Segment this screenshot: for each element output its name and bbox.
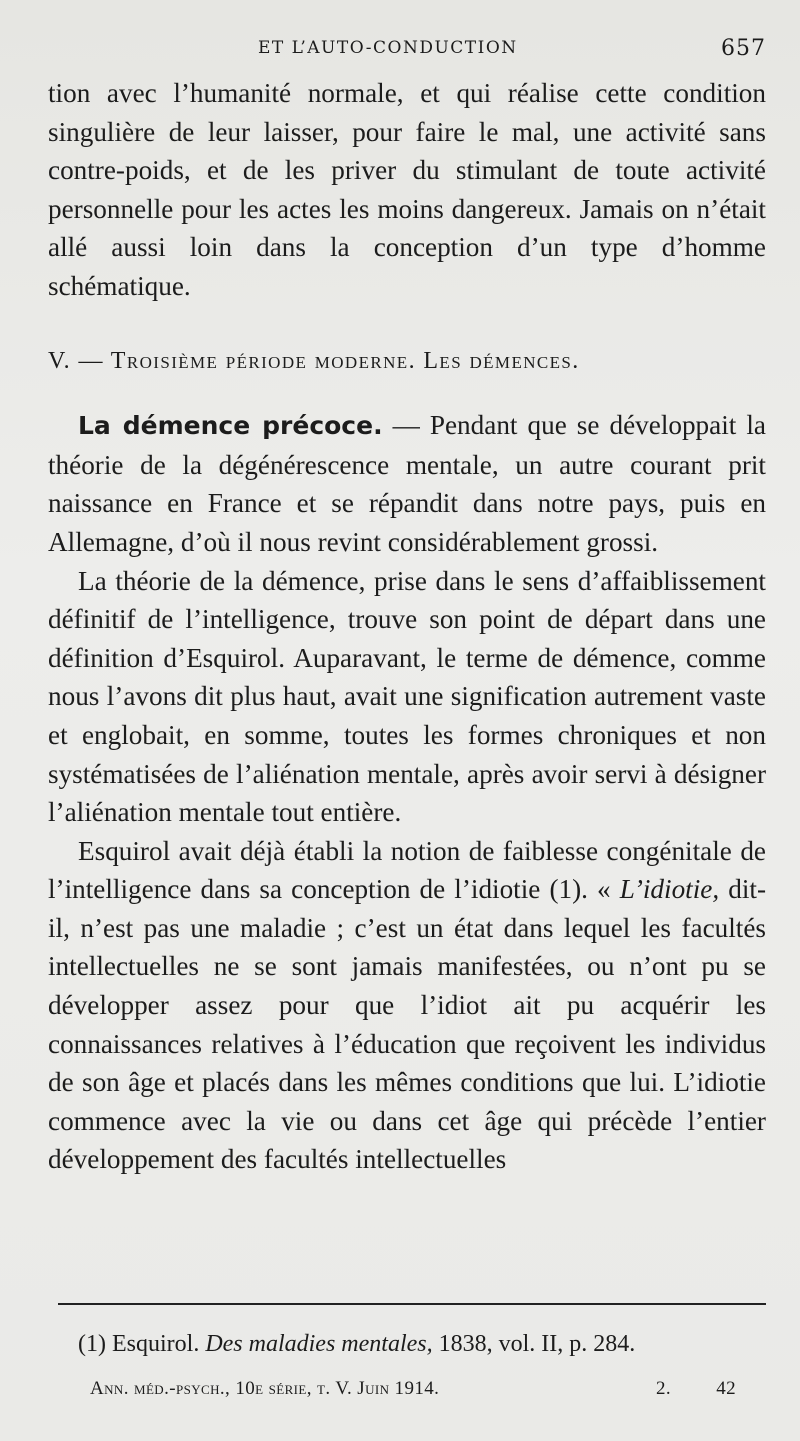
footnote-work: Des maladies mentales, (205, 1331, 433, 1357)
paragraph-4 (48, 832, 766, 1179)
footnote (78, 1331, 768, 1358)
footnote-marker: (1) (78, 1331, 106, 1357)
paragraph-4-after: dit-il, n’est pas une maladie ; c’est un état dans lequel les facultés intellectuelles ne se sont jamais manifestées, ou n’ont pu se développer assez pour que l’idiot ait pu acquérir les connaissances relatives à l’éducation que reçoivent les individus de son âge et placés dans les mêmes conditions que lui. L’idiotie commence avec la vie ou dans cet âge qui précède l’entier développement des facultés intellectuelles (48, 874, 766, 1175)
section-heading: V. — Troisième période moderne. Les démences. (48, 347, 580, 374)
body-text (48, 74, 766, 1179)
page-number: 657 (721, 36, 766, 61)
footer-journal: Ann. méd.-psych., 10e série, t. V. Juin 1914. (90, 1378, 440, 1399)
running-head-title: ET L’AUTO-CONDUCTION (258, 38, 518, 58)
paragraph-4-italic: L’idiotie, (619, 874, 720, 905)
paragraph-2-text: — Pendant que se développait la théorie de la dégénérescence mentale, un autre courant prit naissance en France et se répandit dans notre pays, puis en Allemagne, d’où il nous revint considérablement grossi. (48, 410, 766, 557)
paragraph-2 (48, 406, 766, 561)
page-footer (90, 1378, 766, 1400)
paragraph-4-before: Esquirol avait déjà établi la notion de faiblesse congénitale de l’intelligence dans sa conception de l’idiotie (1). « (48, 835, 766, 905)
running-head (48, 34, 766, 64)
footer-sheet-number: 42 (716, 1378, 736, 1399)
footnote-details: 1838, vol. II, p. 284. (438, 1331, 636, 1357)
paragraph-1: tion avec l’humanité normale, et qui réalise cette condition singulière de leur laisser, pour faire le mal, une activité sans contre-poids, et de les priver du stimulant de toute activité personnelle pour les actes les moins dangereux. Jamais on n’était allé aussi loin dans la conception d’un type d’homme schématique. (48, 78, 766, 301)
footer-signature: 2. (656, 1378, 672, 1399)
footnote-author: Esquirol. (111, 1331, 200, 1357)
paragraph-2-lead: La démence précoce. (78, 411, 383, 441)
footnote-rule (58, 1303, 766, 1305)
paragraph-3: La théorie de la démence, prise dans le sens d’affaiblissement définitif de l’intelligence, trouve son point de départ dans une définition d’Esquirol. Auparavant, le terme de démence, comme nous l’avons dit plus haut, avait une signification autrement vaste et englobait, en somme, toutes les formes chroniques et non systématisées de l’aliénation mentale, après avoir servi à désigner l’aliénation mentale tout entière. (48, 565, 766, 828)
